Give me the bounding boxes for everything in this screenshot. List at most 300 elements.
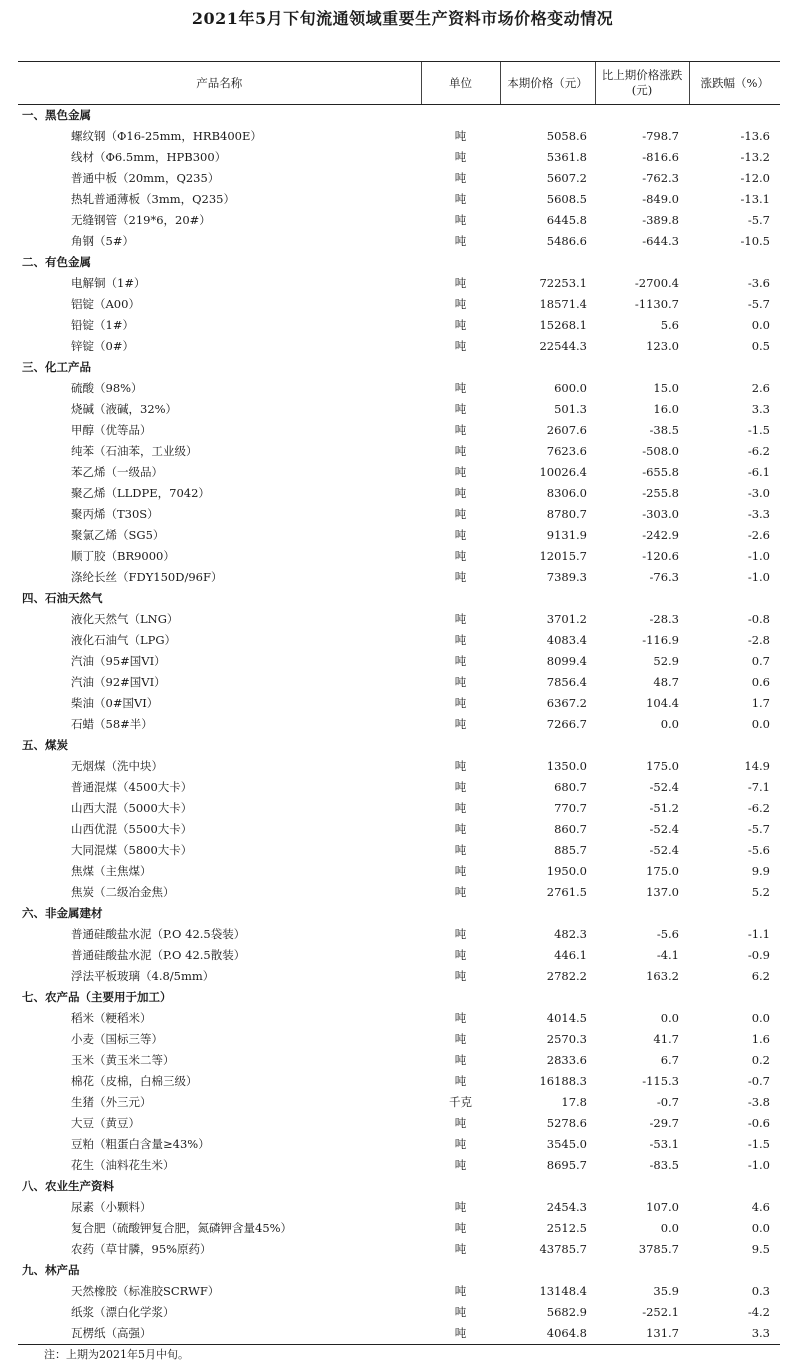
pct-cell <box>689 252 780 273</box>
change-cell: -389.8 <box>642 213 679 227</box>
footnote: 注：上期为2021年5月中旬。 <box>44 1348 189 1361</box>
change-cell: -115.3 <box>642 1074 679 1088</box>
price-cell: 18571.4 <box>539 297 587 311</box>
change-cell: -5.6 <box>656 927 679 941</box>
pct-cell: -6.2 <box>747 801 770 815</box>
price-cell: 12015.7 <box>539 549 587 563</box>
product-name: 液化石油气（LPG） <box>71 633 177 647</box>
price-cell: 482.3 <box>554 927 587 941</box>
table-row <box>18 231 780 252</box>
category-row <box>18 357 780 378</box>
pct-cell: 6.2 <box>751 969 770 983</box>
change-cell: 48.7 <box>653 675 679 689</box>
price-cell <box>500 987 595 1008</box>
table-row <box>18 546 780 567</box>
product-name: 浮法平板玻璃（4.8/5mm） <box>71 969 215 983</box>
table-row <box>18 609 780 630</box>
pct-cell: 9.5 <box>751 1242 770 1256</box>
unit-cell: 吨 <box>454 717 467 731</box>
unit-cell: 吨 <box>454 423 467 437</box>
change-cell: -252.1 <box>642 1305 679 1319</box>
change-cell: 35.9 <box>653 1284 679 1298</box>
table-row <box>18 294 780 315</box>
pct-cell: -5.7 <box>747 297 770 311</box>
table-row <box>18 1092 780 1113</box>
price-cell: 3545.0 <box>546 1137 587 1151</box>
table-row <box>18 1281 780 1302</box>
pct-cell: -1.0 <box>747 549 770 563</box>
price-cell: 5058.6 <box>546 129 587 143</box>
price-cell: 770.7 <box>554 801 587 815</box>
unit-cell: 吨 <box>454 276 467 290</box>
price-cell: 7389.3 <box>546 570 587 584</box>
table-row <box>18 882 780 903</box>
pct-cell: -1.5 <box>747 1137 770 1151</box>
change-cell: 163.2 <box>646 969 679 983</box>
price-cell: 7623.6 <box>546 444 587 458</box>
change-cell: -116.9 <box>642 633 679 647</box>
unit-cell: 吨 <box>454 1305 467 1319</box>
price-cell: 860.7 <box>554 822 587 836</box>
price-cell: 2782.2 <box>546 969 587 983</box>
unit-cell: 吨 <box>421 1323 500 1345</box>
unit-cell: 吨 <box>454 1053 467 1067</box>
price-cell: 8099.4 <box>546 654 587 668</box>
unit-cell: 吨 <box>454 1221 467 1235</box>
header-change: 比上期价格涨跌(元) <box>595 62 689 105</box>
table-row <box>18 1134 780 1155</box>
change-cell: 175.0 <box>646 864 679 878</box>
product-name: 顺丁胶（BR9000） <box>71 549 175 563</box>
table-row <box>18 1155 780 1176</box>
unit-cell: 吨 <box>454 1011 467 1025</box>
product-name: 生猪（外三元） <box>71 1095 152 1109</box>
change-cell <box>595 357 689 378</box>
unit-cell: 吨 <box>454 192 467 206</box>
price-table <box>18 61 780 1345</box>
change-cell: -762.3 <box>642 171 679 185</box>
change-cell: -655.8 <box>642 465 679 479</box>
price-cell: 885.7 <box>554 843 587 857</box>
pct-cell <box>689 105 780 127</box>
price-cell: 4014.5 <box>546 1011 587 1025</box>
table-row <box>18 1218 780 1239</box>
unit-cell: 吨 <box>454 129 467 143</box>
change-cell: -51.2 <box>649 801 679 815</box>
unit-cell: 吨 <box>454 381 467 395</box>
unit-cell: 吨 <box>454 1074 467 1088</box>
unit-cell: 吨 <box>454 843 467 857</box>
product-name: 电解铜（1#） <box>71 276 146 290</box>
price-cell <box>500 735 595 756</box>
product-name: 锌锭（0#） <box>71 339 134 353</box>
product-name: 花生（油料花生米） <box>71 1158 175 1172</box>
unit-cell: 吨 <box>454 1242 467 1256</box>
change-cell: -76.3 <box>649 570 679 584</box>
unit-cell <box>421 1176 500 1197</box>
change-cell: 52.9 <box>653 654 679 668</box>
category-name: 九、林产品 <box>22 1263 80 1277</box>
price-cell: 2512.5 <box>546 1221 587 1235</box>
table-row <box>18 210 780 231</box>
product-name: 石蜡（58#半） <box>71 717 153 731</box>
pct-cell: -5.7 <box>747 213 770 227</box>
product-name: 无烟煤（洗中块） <box>71 759 163 773</box>
unit-cell: 千克 <box>449 1095 472 1109</box>
table-row <box>18 672 780 693</box>
unit-cell: 吨 <box>454 675 467 689</box>
change-cell: 131.7 <box>595 1323 689 1345</box>
price-cell: 600.0 <box>554 381 587 395</box>
change-cell: -2700.4 <box>634 276 679 290</box>
table-row <box>18 504 780 525</box>
unit-cell: 吨 <box>454 402 467 416</box>
category-name: 三、化工产品 <box>22 360 91 374</box>
change-cell: -38.5 <box>649 423 679 437</box>
pct-cell: 0.7 <box>751 654 770 668</box>
product-name: 棉花（皮棉，白棉三级） <box>71 1074 198 1088</box>
table-row <box>18 315 780 336</box>
change-cell: 15.0 <box>653 381 679 395</box>
pct-cell: 0.6 <box>751 675 770 689</box>
product-name: 汽油（92#国VI） <box>71 675 166 689</box>
product-name: 硫酸（98%） <box>71 381 143 395</box>
price-cell: 15268.1 <box>539 318 587 332</box>
pct-cell: -1.0 <box>747 1158 770 1172</box>
change-cell: -849.0 <box>642 192 679 206</box>
change-cell: 107.0 <box>646 1200 679 1214</box>
change-cell: -4.1 <box>656 948 679 962</box>
change-cell: -644.3 <box>642 234 679 248</box>
change-cell: -508.0 <box>642 444 679 458</box>
pct-cell: 9.9 <box>751 864 770 878</box>
unit-cell: 吨 <box>454 213 467 227</box>
table-row <box>18 1302 780 1323</box>
pct-cell: -12.0 <box>740 171 770 185</box>
change-cell <box>595 903 689 924</box>
change-cell: -798.7 <box>642 129 679 143</box>
product-name: 涤纶长丝（FDY150D/96F） <box>71 570 223 584</box>
unit-cell: 吨 <box>454 927 467 941</box>
price-cell: 2761.5 <box>546 885 587 899</box>
product-name: 角钢（5#） <box>71 234 134 248</box>
pct-cell: 0.2 <box>751 1053 770 1067</box>
unit-cell: 吨 <box>454 885 467 899</box>
price-cell: 8306.0 <box>546 486 587 500</box>
change-cell: -0.7 <box>656 1095 679 1109</box>
table-row <box>18 462 780 483</box>
price-cell: 5607.2 <box>546 171 587 185</box>
unit-cell <box>421 903 500 924</box>
price-cell <box>500 357 595 378</box>
price-cell: 22544.3 <box>539 339 587 353</box>
price-cell: 3701.2 <box>546 612 587 626</box>
category-row <box>18 987 780 1008</box>
unit-cell: 吨 <box>454 1158 467 1172</box>
change-cell: -52.4 <box>649 822 679 836</box>
table-row <box>18 336 780 357</box>
product-name: 聚丙烯（T30S） <box>71 507 159 521</box>
table-row <box>18 798 780 819</box>
table-row <box>18 147 780 168</box>
pct-cell: 14.9 <box>744 759 770 773</box>
pct-cell <box>689 357 780 378</box>
change-cell: 175.0 <box>646 759 679 773</box>
table-row <box>18 756 780 777</box>
product-name: 纸浆（漂白化学浆） <box>71 1305 175 1319</box>
unit-cell: 吨 <box>454 1137 467 1151</box>
table-row <box>18 861 780 882</box>
unit-cell: 吨 <box>454 654 467 668</box>
category-row <box>18 252 780 273</box>
price-cell: 2607.6 <box>546 423 587 437</box>
product-name: 柴油（0#国VI） <box>71 696 159 710</box>
pct-cell: -13.6 <box>740 129 770 143</box>
unit-cell: 吨 <box>454 969 467 983</box>
change-cell: -303.0 <box>642 507 679 521</box>
price-cell <box>500 1260 595 1281</box>
unit-cell: 吨 <box>454 339 467 353</box>
product-name: 聚乙烯（LLDPE，7042） <box>71 486 210 500</box>
pct-cell: -0.6 <box>747 1116 770 1130</box>
price-cell: 5278.6 <box>546 1116 587 1130</box>
table-row <box>18 1071 780 1092</box>
pct-cell: 0.0 <box>751 1011 770 1025</box>
unit-cell: 吨 <box>454 1284 467 1298</box>
unit-cell: 吨 <box>454 1032 467 1046</box>
product-name: 汽油（95#国VI） <box>71 654 166 668</box>
pct-cell: 0.0 <box>751 318 770 332</box>
unit-cell: 吨 <box>454 507 467 521</box>
price-cell: 16188.3 <box>539 1074 587 1088</box>
price-cell: 5682.9 <box>546 1305 587 1319</box>
product-name: 液化天然气（LNG） <box>71 612 179 626</box>
price-cell: 8695.7 <box>546 1158 587 1172</box>
pct-cell: 0.0 <box>751 717 770 731</box>
product-name: 线材（Φ6.5mm，HPB300） <box>71 150 227 164</box>
change-cell: -52.4 <box>649 780 679 794</box>
table-row <box>18 966 780 987</box>
pct-cell: -6.1 <box>747 465 770 479</box>
unit-cell: 吨 <box>454 822 467 836</box>
unit-cell <box>421 1260 500 1281</box>
change-cell: -52.4 <box>649 843 679 857</box>
pct-cell: 5.2 <box>751 885 770 899</box>
table-row <box>18 777 780 798</box>
category-row <box>18 1176 780 1197</box>
unit-cell: 吨 <box>454 1116 467 1130</box>
table-row <box>18 1050 780 1071</box>
price-cell: 2454.3 <box>546 1200 587 1214</box>
table-row <box>18 819 780 840</box>
unit-cell: 吨 <box>454 465 467 479</box>
table-row <box>18 525 780 546</box>
change-cell: 137.0 <box>646 885 679 899</box>
product-name: 焦煤（主焦煤） <box>71 864 152 878</box>
pct-cell: 4.6 <box>751 1200 770 1214</box>
price-cell: 446.1 <box>554 948 587 962</box>
price-cell: 4083.4 <box>546 633 587 647</box>
pct-cell: -3.6 <box>747 276 770 290</box>
price-cell: 7856.4 <box>546 675 587 689</box>
pct-cell: 2.6 <box>751 381 770 395</box>
pct-cell: 0.5 <box>751 339 770 353</box>
table-row <box>18 126 780 147</box>
unit-cell: 吨 <box>454 150 467 164</box>
unit-cell <box>421 588 500 609</box>
pct-cell: -10.5 <box>740 234 770 248</box>
table-row <box>18 1008 780 1029</box>
product-name: 复合肥（硫酸钾复合肥，氮磷钾含量45%） <box>71 1221 293 1235</box>
change-cell: 6.7 <box>660 1053 679 1067</box>
header-name: 产品名称 <box>18 62 421 105</box>
table-row <box>18 651 780 672</box>
page-title: 2021年5月下旬流通领域重要生产资料市场价格变动情况 <box>191 9 614 28</box>
pct-cell: -0.9 <box>747 948 770 962</box>
unit-cell: 吨 <box>454 633 467 647</box>
change-cell <box>595 735 689 756</box>
pct-cell: -3.0 <box>747 486 770 500</box>
change-cell: -255.8 <box>642 486 679 500</box>
table-row <box>18 420 780 441</box>
price-cell: 8780.7 <box>546 507 587 521</box>
unit-cell: 吨 <box>454 948 467 962</box>
table-row <box>18 714 780 735</box>
product-name: 苯乙烯（一级品） <box>71 465 163 479</box>
table-row <box>18 1029 780 1050</box>
change-cell: -1130.7 <box>634 297 679 311</box>
price-cell <box>500 588 595 609</box>
change-cell <box>595 1260 689 1281</box>
pct-cell: 3.3 <box>689 1323 780 1345</box>
unit-cell: 吨 <box>454 1200 467 1214</box>
unit-cell: 吨 <box>454 318 467 332</box>
table-row <box>18 693 780 714</box>
product-name: 尿素（小颗料） <box>71 1200 152 1214</box>
unit-cell: 吨 <box>454 528 467 542</box>
price-cell: 10026.4 <box>539 465 587 479</box>
change-cell: 16.0 <box>653 402 679 416</box>
change-cell: -53.1 <box>649 1137 679 1151</box>
price-cell: 9131.9 <box>546 528 587 542</box>
category-name: 七、农产品（主要用于加工） <box>22 990 172 1004</box>
pct-cell: -2.6 <box>747 528 770 542</box>
pct-cell: -2.8 <box>747 633 770 647</box>
pct-cell: -0.8 <box>747 612 770 626</box>
price-cell: 1350.0 <box>546 759 587 773</box>
table-row <box>18 1113 780 1134</box>
change-cell: -242.9 <box>642 528 679 542</box>
table-row <box>18 945 780 966</box>
unit-cell: 吨 <box>454 234 467 248</box>
price-cell: 7266.7 <box>546 717 587 731</box>
pct-cell: -3.3 <box>747 507 770 521</box>
change-cell: -83.5 <box>649 1158 679 1172</box>
price-cell: 2570.3 <box>546 1032 587 1046</box>
unit-cell: 吨 <box>454 570 467 584</box>
table-row <box>18 378 780 399</box>
product-name: 天然橡胶（标准胶SCRWF） <box>71 1284 220 1298</box>
product-name: 热轧普通薄板（3mm，Q235） <box>71 192 236 206</box>
price-cell: 72253.1 <box>539 276 587 290</box>
category-row <box>18 903 780 924</box>
table-row <box>18 1239 780 1260</box>
change-cell: 104.4 <box>646 696 679 710</box>
product-name: 烧碱（液碱，32%） <box>71 402 178 416</box>
price-cell: 5361.8 <box>546 150 587 164</box>
product-name: 瓦楞纸（高强） <box>18 1323 421 1345</box>
pct-cell: 3.3 <box>751 402 770 416</box>
change-cell: 3785.7 <box>638 1242 679 1256</box>
table-row <box>18 441 780 462</box>
price-cell: 1950.0 <box>546 864 587 878</box>
category-name: 五、煤炭 <box>22 738 68 752</box>
table-row <box>18 840 780 861</box>
price-cell: 6445.8 <box>546 213 587 227</box>
product-name: 无缝钢管（219*6，20#） <box>71 213 211 227</box>
price-cell: 4064.8 <box>500 1323 595 1345</box>
unit-cell: 吨 <box>454 612 467 626</box>
pct-cell: -5.6 <box>747 843 770 857</box>
change-cell: 41.7 <box>653 1032 679 1046</box>
product-name: 农药（草甘膦，95%原药） <box>71 1242 212 1256</box>
category-name: 六、非金属建材 <box>22 906 103 920</box>
pct-cell: -4.2 <box>747 1305 770 1319</box>
price-cell: 13148.4 <box>539 1284 587 1298</box>
unit-cell: 吨 <box>454 759 467 773</box>
header-pct: 涨跌幅（%） <box>689 62 780 105</box>
change-cell: 0.0 <box>660 1221 679 1235</box>
price-cell <box>500 105 595 127</box>
change-cell: 123.0 <box>646 339 679 353</box>
pct-cell <box>689 903 780 924</box>
pct-cell <box>689 588 780 609</box>
change-cell: 0.0 <box>660 717 679 731</box>
product-name: 普通硅酸盐水泥（P.O 42.5袋装） <box>71 927 246 941</box>
product-name: 大同混煤（5800大卡） <box>71 843 193 857</box>
product-name: 山西大混（5000大卡） <box>71 801 193 815</box>
change-cell <box>595 987 689 1008</box>
change-cell <box>595 252 689 273</box>
product-name: 稻米（粳稻米） <box>71 1011 152 1025</box>
table-row <box>18 924 780 945</box>
category-name: 一、黑色金属 <box>22 108 91 122</box>
price-cell: 5608.5 <box>546 192 587 206</box>
category-row <box>18 735 780 756</box>
category-row <box>18 1260 780 1281</box>
change-cell <box>595 588 689 609</box>
pct-cell: -7.1 <box>747 780 770 794</box>
pct-cell: -1.5 <box>747 423 770 437</box>
pct-cell <box>689 1176 780 1197</box>
product-name: 普通混煤（4500大卡） <box>71 780 193 794</box>
pct-cell: 0.0 <box>751 1221 770 1235</box>
unit-cell: 吨 <box>454 171 467 185</box>
unit-cell <box>421 987 500 1008</box>
unit-cell <box>421 357 500 378</box>
change-cell <box>595 1176 689 1197</box>
table-row <box>18 273 780 294</box>
product-name: 聚氯乙烯（SG5） <box>71 528 165 542</box>
unit-cell <box>421 252 500 273</box>
table-row <box>18 630 780 651</box>
pct-cell: -6.2 <box>747 444 770 458</box>
product-name: 山西优混（5500大卡） <box>71 822 193 836</box>
table-row <box>18 1197 780 1218</box>
price-cell: 501.3 <box>554 402 587 416</box>
price-cell <box>500 252 595 273</box>
change-cell: 5.6 <box>660 318 679 332</box>
